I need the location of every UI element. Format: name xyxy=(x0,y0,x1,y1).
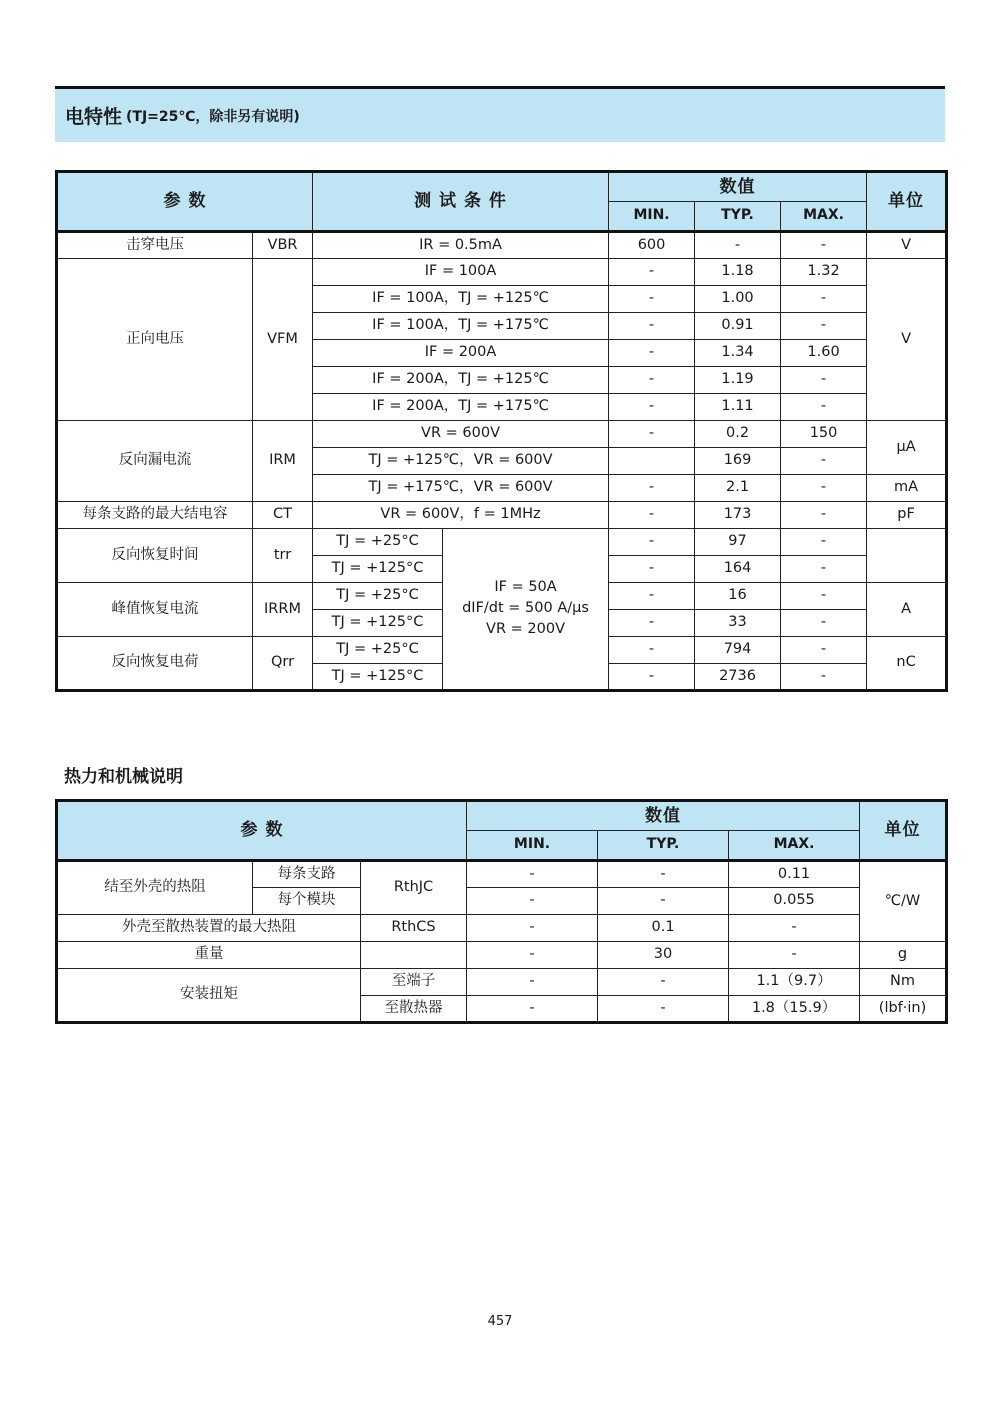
typ-value: 0.1 xyxy=(598,915,729,942)
typ-value: - xyxy=(598,888,729,915)
min-value: - xyxy=(467,861,598,888)
min-value: - xyxy=(609,259,695,286)
test-condition: IF = 100A，TJ = +175℃ xyxy=(313,313,609,340)
table-row xyxy=(57,232,947,259)
table-row xyxy=(57,915,947,942)
typ-value: 1.19 xyxy=(695,367,781,394)
shared-condition-line: VR = 200V xyxy=(486,620,565,637)
max-value: - xyxy=(781,367,867,394)
header-value: 数值 xyxy=(467,801,860,831)
typ-value: - xyxy=(695,232,781,259)
header-typ: TYP. xyxy=(695,202,781,232)
param-symbol: VBR xyxy=(253,232,313,259)
min-value xyxy=(609,448,695,475)
unit: μA xyxy=(867,421,947,475)
min-value: - xyxy=(609,286,695,313)
typ-value: 1.18 xyxy=(695,259,781,286)
shared-test-condition xyxy=(443,529,609,691)
param-name: 安装扭矩 xyxy=(57,969,361,1023)
max-value: - xyxy=(781,637,867,664)
max-value: - xyxy=(781,286,867,313)
max-value: 1.1（9.7） xyxy=(729,969,860,996)
typ-value: 1.11 xyxy=(695,394,781,421)
min-value: - xyxy=(609,529,695,556)
min-value: - xyxy=(609,637,695,664)
min-value: - xyxy=(467,969,598,996)
param-name: 反向恢复时间 xyxy=(57,529,253,583)
max-value: 150 xyxy=(781,421,867,448)
min-value: - xyxy=(609,475,695,502)
thermal-mechanical-title: 热力和机械说明 xyxy=(64,767,183,787)
shared-condition-line: IF = 50A xyxy=(494,579,557,596)
typ-value: 33 xyxy=(695,610,781,637)
table-row xyxy=(57,942,947,969)
table-row xyxy=(57,969,947,996)
max-value: - xyxy=(781,475,867,502)
electrical-characteristics-table xyxy=(55,170,948,692)
test-condition: IR = 0.5mA xyxy=(313,232,609,259)
table-row xyxy=(57,861,947,888)
section-condition: (TJ=25℃，除非另有说明) xyxy=(126,108,300,125)
typ-value: 0.2 xyxy=(695,421,781,448)
max-value: 1.60 xyxy=(781,340,867,367)
param-name: 外壳至散热装置的最大热阻 xyxy=(57,915,361,942)
max-value: 0.11 xyxy=(729,861,860,888)
param-name: 结至外壳的热阻 xyxy=(57,861,253,915)
param-name: 峰值恢复电流 xyxy=(57,583,253,637)
typ-value: - xyxy=(598,969,729,996)
unit: ℃/W xyxy=(860,861,947,942)
max-value: - xyxy=(781,448,867,475)
param-name: 重量 xyxy=(57,942,361,969)
param-name: 击穿电压 xyxy=(57,232,253,259)
typ-value: - xyxy=(598,996,729,1023)
table-row xyxy=(57,421,947,448)
param-name: 每条支路的最大结电容 xyxy=(57,502,253,529)
typ-value: 97 xyxy=(695,529,781,556)
test-condition: IF = 200A，TJ = +175℃ xyxy=(313,394,609,421)
unit: A xyxy=(867,583,947,637)
table-row xyxy=(57,259,947,286)
typ-value: 169 xyxy=(695,448,781,475)
test-condition: TJ = +25°C xyxy=(313,637,443,664)
typ-value: 164 xyxy=(695,556,781,583)
unit: V xyxy=(867,232,947,259)
unit: g xyxy=(860,942,947,969)
test-condition: TJ = +125°C xyxy=(313,556,443,583)
param-name: 正向电压 xyxy=(57,259,253,421)
typ-value: 30 xyxy=(598,942,729,969)
unit: (lbf·in) xyxy=(860,996,947,1023)
param-symbol: RthJC xyxy=(361,861,467,915)
test-condition: TJ = +25°C xyxy=(313,583,443,610)
param-symbol: RthCS xyxy=(361,915,467,942)
unit: V xyxy=(867,259,947,421)
electrical-characteristics-banner xyxy=(55,86,945,142)
test-condition: IF = 200A xyxy=(313,340,609,367)
param-symbol: IRM xyxy=(253,421,313,502)
min-value: - xyxy=(609,610,695,637)
header-unit: 单位 xyxy=(860,801,947,861)
min-value: - xyxy=(467,915,598,942)
param-symbol xyxy=(361,942,467,969)
typ-value: 2736 xyxy=(695,664,781,691)
param-name: 反向恢复电荷 xyxy=(57,637,253,691)
min-value: - xyxy=(609,583,695,610)
header-param: 参 数 xyxy=(57,172,313,232)
min-value: - xyxy=(609,421,695,448)
table-row xyxy=(57,529,947,556)
test-condition: TJ = +175℃，VR = 600V xyxy=(313,475,609,502)
typ-value: 1.00 xyxy=(695,286,781,313)
test-condition: VR = 600V，f = 1MHz xyxy=(313,502,609,529)
shared-condition-line: dIF/dt = 500 A/μs xyxy=(462,600,589,617)
max-value: - xyxy=(781,556,867,583)
param-symbol: trr xyxy=(253,529,313,583)
max-value: - xyxy=(781,583,867,610)
test-condition: VR = 600V xyxy=(313,421,609,448)
typ-value: 1.34 xyxy=(695,340,781,367)
typ-value: 16 xyxy=(695,583,781,610)
min-value: - xyxy=(467,942,598,969)
param-symbol: CT xyxy=(253,502,313,529)
max-value: 0.055 xyxy=(729,888,860,915)
max-value: 1.8（15.9） xyxy=(729,996,860,1023)
header-value: 数值 xyxy=(609,172,867,202)
header-min: MIN. xyxy=(467,831,598,861)
sub-param: 每个模块 xyxy=(253,888,361,915)
sub-param: 至散热器 xyxy=(361,996,467,1023)
max-value: - xyxy=(781,502,867,529)
sub-param: 至端子 xyxy=(361,969,467,996)
min-value: - xyxy=(467,996,598,1023)
test-condition: IF = 100A xyxy=(313,259,609,286)
header-typ: TYP. xyxy=(598,831,729,861)
min-value: - xyxy=(609,502,695,529)
param-symbol: IRRM xyxy=(253,583,313,637)
max-value: 1.32 xyxy=(781,259,867,286)
test-condition: IF = 100A，TJ = +125℃ xyxy=(313,286,609,313)
max-value: - xyxy=(781,313,867,340)
sub-param: 每条支路 xyxy=(253,861,361,888)
unit: Nm xyxy=(860,969,947,996)
max-value: - xyxy=(781,232,867,259)
max-value: - xyxy=(781,394,867,421)
min-value: - xyxy=(609,556,695,583)
header-min: MIN. xyxy=(609,202,695,232)
test-condition: TJ = +125°C xyxy=(313,664,443,691)
max-value: - xyxy=(729,942,860,969)
unit xyxy=(867,529,947,583)
table-row xyxy=(57,502,947,529)
param-symbol: Qrr xyxy=(253,637,313,691)
header-unit: 单位 xyxy=(867,172,947,232)
min-value: - xyxy=(467,888,598,915)
param-name: 反向漏电流 xyxy=(57,421,253,502)
max-value: - xyxy=(781,664,867,691)
max-value: - xyxy=(781,610,867,637)
min-value: - xyxy=(609,340,695,367)
min-value: - xyxy=(609,313,695,340)
header-max: MAX. xyxy=(781,202,867,232)
max-value: - xyxy=(781,529,867,556)
header-max: MAX. xyxy=(729,831,860,861)
typ-value: 794 xyxy=(695,637,781,664)
typ-value: 0.91 xyxy=(695,313,781,340)
page-number: 457 xyxy=(487,1314,513,1329)
min-value: - xyxy=(609,394,695,421)
min-value: 600 xyxy=(609,232,695,259)
test-condition: TJ = +25°C xyxy=(313,529,443,556)
header-test-condition: 测 试 条 件 xyxy=(313,172,609,232)
test-condition: TJ = +125°C xyxy=(313,610,443,637)
header-param: 参 数 xyxy=(57,801,467,861)
param-symbol: VFM xyxy=(253,259,313,421)
min-value: - xyxy=(609,367,695,394)
thermal-mechanical-table xyxy=(55,799,948,1024)
min-value: - xyxy=(609,664,695,691)
typ-value: 173 xyxy=(695,502,781,529)
unit: pF xyxy=(867,502,947,529)
unit: nC xyxy=(867,637,947,691)
max-value: - xyxy=(729,915,860,942)
section-title: 电特性 xyxy=(65,106,123,128)
typ-value: - xyxy=(598,861,729,888)
test-condition: TJ = +125℃，VR = 600V xyxy=(313,448,609,475)
typ-value: 2.1 xyxy=(695,475,781,502)
test-condition: IF = 200A，TJ = +125℃ xyxy=(313,367,609,394)
unit: mA xyxy=(867,475,947,502)
